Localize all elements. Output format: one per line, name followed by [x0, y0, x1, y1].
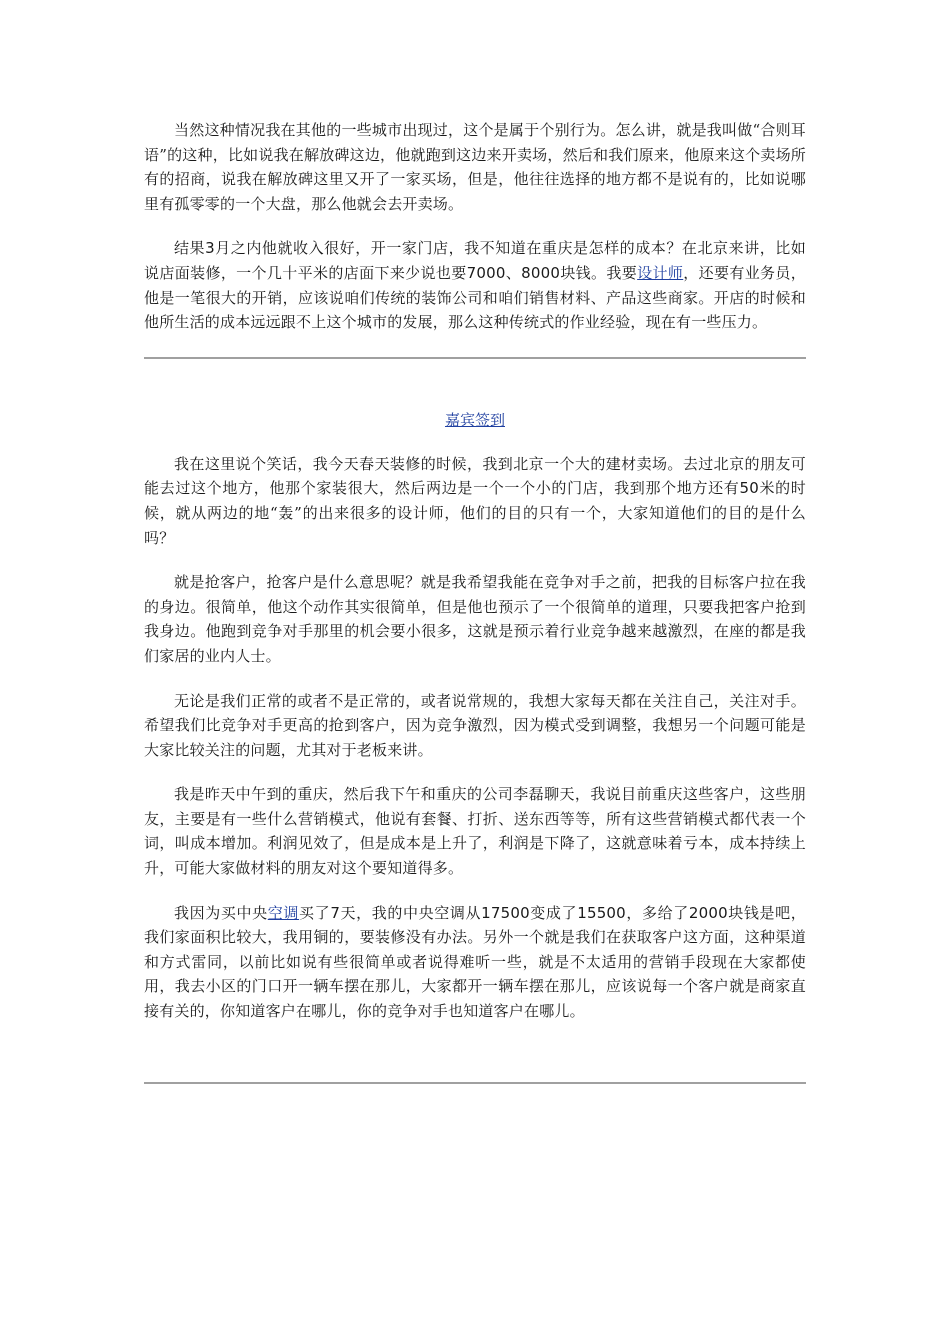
text-run: 变成了: [529, 903, 578, 922]
text-run: 块钱。我要: [560, 263, 638, 282]
spacer: [144, 335, 806, 357]
number-run: 3: [205, 239, 215, 258]
paragraph-city-behavior: 当然这种情况我在其他的一些城市出现过，这个是属于个别行为。怎么讲，就是我叫做“合则耳语”的这种，比如说我在解放碑这边，他就跑到这边来开卖场，然后和我们原来，他原来这个卖场所有的招商，说我在解放碑这里又开了一家买场，但是，他往往选择的地方都不是说有的，比如说哪里有孤零零的一个大盘，那么他就会去开卖场。: [144, 121, 806, 213]
spacer: [144, 359, 806, 408]
paragraph-gap: [144, 762, 806, 782]
number-run: 2000: [688, 903, 728, 922]
designer-link[interactable]: 设计师: [637, 263, 684, 282]
paragraph-chongqing: 我是昨天中午到的重庆，然后我下午和重庆的公司李磊聊天，我说目前重庆这些客户，这些朋友，主要是有一些什么营销模式，他说有套餐、打折、送东西等等，所有这些营销模式都代表一个词，叫成本增加。利润见效了，但是成本是上升了，利润是下降了，这就意味着亏本，成本持续上升，可能大家做材料的朋友对这个要知道得多。: [144, 785, 806, 878]
paragraph-gap: [144, 550, 806, 570]
text-run: 我在这里说个笑话，我今天春天装修的时候，我到北京一个大的建材卖场。去过北京的朋友可能去过这个地方，他那个家装很大，然后两边是一个一个小的门店，我到那个地方还有: [144, 454, 806, 498]
text-run: 、: [505, 263, 522, 282]
spacer: [144, 1024, 806, 1082]
air-conditioner-link[interactable]: 空调: [267, 903, 300, 922]
number-run: 7000: [466, 263, 506, 282]
paragraph-air-conditioner: [144, 901, 806, 1024]
guest-signin-heading: [144, 408, 806, 432]
spacer: [144, 432, 806, 452]
number-run: 50: [739, 479, 759, 498]
guest-signin-link[interactable]: 嘉宾签到: [444, 410, 505, 429]
text-run: 买了: [299, 903, 331, 922]
text-run: 月之内他就收入很好，开一家门店，我不知道在重庆是怎样的成本？在北京来讲，比如说店面装修，一个几十平米的店面下来少说也要: [144, 239, 807, 282]
text-run: 块钱是吧，我们家面积比较大，我用铜的，要装修没有办法。另外一个就是我们在获取客户这方面，这种渠道和方式雷同，以前比如说有些很简单或者说得难听一些，就是不太适用的营销手段现在大家都使用，我去小区的门口开一辆车摆在那儿，大家都开一辆车摆在那儿，应该说每一个客户就是商家直接有关的，你知道客户在哪儿，你的竞争对手也知道客户在哪儿。: [144, 903, 807, 1021]
paragraph-gap: [144, 216, 806, 236]
text-run: 天，我的中央空调从: [340, 903, 482, 922]
paragraph-attention: 无论是我们正常的或者不是正常的，或者说常规的，我想大家每天都在关注自己，关注对手。希望我们比竞争对手更高的抢到客户，因为竞争激烈，因为模式受到调整，我想另一个问题可能是大家比较关注的问题，尤其对于老板来讲。: [144, 691, 806, 759]
text-run: 我因为买中央: [174, 903, 268, 922]
number-run: 15500: [577, 903, 626, 922]
document-page: [144, 118, 806, 1084]
number-run: 7: [330, 903, 341, 922]
text-run: ，还要有业务员，他是一笔很大的开销，应该说咱们传统的装饰公司和咱们销售材料、产品这些商家。开店的时候和他所生活的成本远远跟不上这个城市的发展，那么这种传统式的作业经验，现在有一些压力。: [144, 263, 806, 332]
paragraph-store-cost: [144, 236, 806, 334]
paragraph-gap: [144, 881, 806, 901]
text-run: ，多给了: [625, 903, 689, 922]
text-run: 米的时候，就从两边的地“轰”的出来很多的设计师，他们的目的只有一个，大家知道他们的目的是什么吗？: [144, 479, 806, 547]
paragraph-gap: [144, 669, 806, 689]
number-run: 8000: [521, 263, 561, 282]
paragraph-joke: [144, 452, 806, 550]
horizontal-rule: [144, 1082, 806, 1084]
paragraph-grab-customers: 就是抢客户，抢客户是什么意思呢？就是我希望我能在竞争对手之前，把我的目标客户拉在我的身边。很简单，他这个动作其实很简单，但是他也预示了一个很简单的道理，只要我把客户抢到我身边。他跑到竞争对手那里的机会要小很多，这就是预示着行业竞争越来越激烈，在座的都是我们家居的业内人士。: [144, 573, 806, 665]
text-run: 结果: [174, 239, 206, 258]
number-run: 17500: [481, 903, 530, 922]
